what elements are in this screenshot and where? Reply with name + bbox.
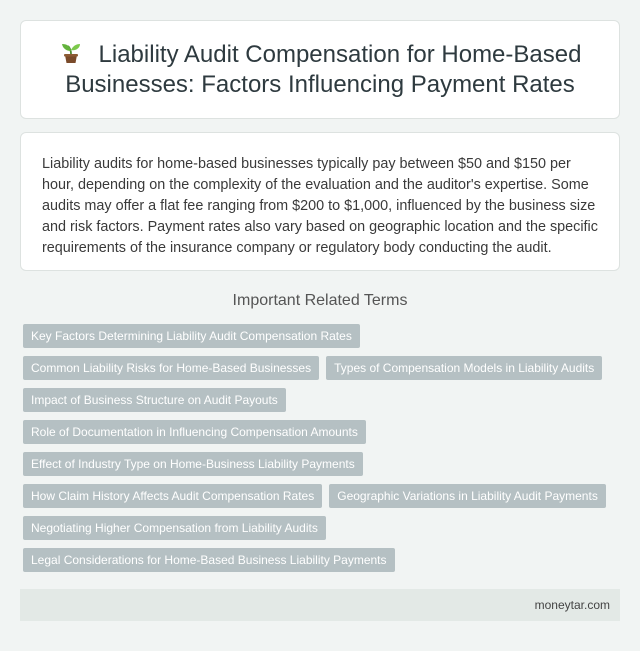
related-term-tag[interactable]: Types of Compensation Models in Liability Audits <box>326 356 602 380</box>
footer-site-link[interactable]: moneytar.com <box>534 598 610 612</box>
related-term-tag[interactable]: How Claim History Affects Audit Compensation Rates <box>23 484 322 508</box>
summary-text: Liability audits for home-based businesses typically pay between $50 and $150 per hour, depending on the complexity of the evaluation and the auditor's expertise. Some audits may offer a flat fee ranging from $200 to $1,000, influenced by the business size and risk factors. Payment rates also vary based on geographic location and the specific requirements of the insurance company or regulatory body conducting the audit. <box>42 156 598 256</box>
related-term-tag[interactable]: Role of Documentation in Influencing Compensation Amounts <box>23 420 366 444</box>
related-term-tag[interactable]: Geographic Variations in Liability Audit Payments <box>329 484 606 508</box>
related-terms-list <box>23 324 623 572</box>
related-term-tag[interactable]: Legal Considerations for Home-Based Business Liability Payments <box>23 548 395 572</box>
sprout-icon <box>59 40 83 64</box>
page-title-text: Liability Audit Compensation for Home-Based Businesses: Factors Influencing Payment Rates <box>65 40 582 98</box>
page-title <box>21 40 619 100</box>
related-term-tag[interactable]: Key Factors Determining Liability Audit Compensation Rates <box>23 324 360 348</box>
related-term-tag[interactable]: Negotiating Higher Compensation from Liability Audits <box>23 516 326 540</box>
related-term-tag[interactable]: Impact of Business Structure on Audit Payouts <box>23 388 286 412</box>
related-term-tag[interactable]: Effect of Industry Type on Home-Business Liability Payments <box>23 452 363 476</box>
footer <box>20 589 620 621</box>
related-term-tag[interactable]: Common Liability Risks for Home-Based Businesses <box>23 356 319 380</box>
summary-card <box>20 132 620 271</box>
title-card <box>20 20 620 119</box>
related-terms-heading: Important Related Terms <box>232 292 408 309</box>
